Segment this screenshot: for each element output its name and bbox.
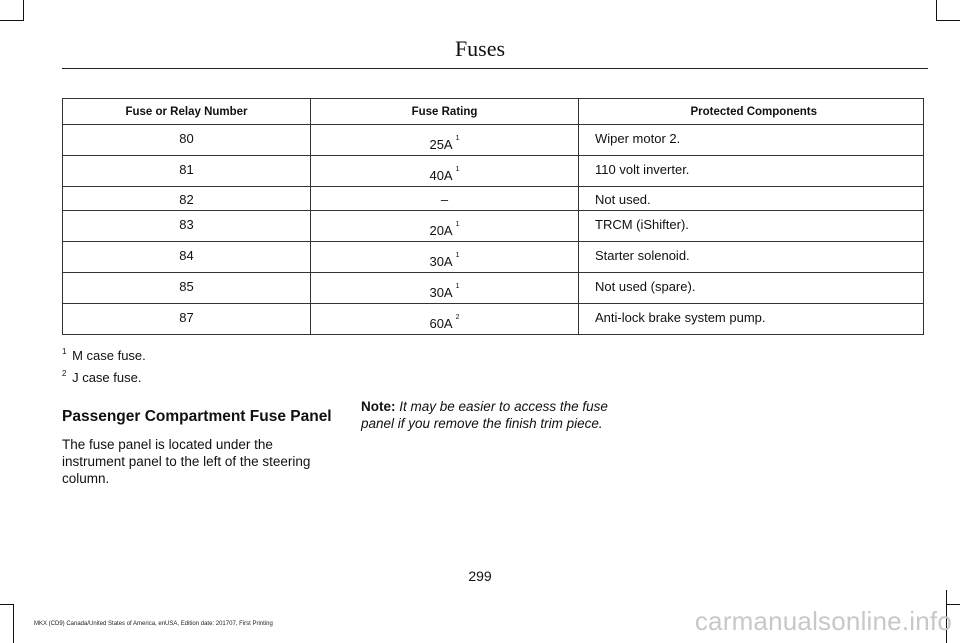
fuse-rating: 60A xyxy=(429,316,453,331)
table-row xyxy=(63,304,924,335)
footnote-text: J case fuse. xyxy=(72,370,142,385)
protected-component: Wiper motor 2. xyxy=(579,125,924,156)
footnote-mark: 1 xyxy=(455,166,460,173)
fuse-rating: – xyxy=(440,192,449,207)
fuse-number: 80 xyxy=(63,125,311,156)
fuse-table xyxy=(62,98,924,335)
table-row xyxy=(63,273,924,304)
section-paragraph: The fuse panel is located under the instrument panel to the left of the steering column. xyxy=(62,437,311,486)
page-footer: MKX (CD9) Canada/United States of America, enUSA, Edition date: 201707, First Printing xyxy=(34,621,273,627)
title-divider xyxy=(62,68,928,69)
fuse-number: 82 xyxy=(63,187,311,211)
fuse-rating-cell xyxy=(311,242,579,273)
protected-component: Anti-lock brake system pump. xyxy=(579,304,924,335)
fuse-rating: 25A xyxy=(429,137,453,152)
fuse-rating-cell xyxy=(311,211,579,242)
table-row xyxy=(63,242,924,273)
note-text: It may be easier to access the fuse panel if you remove the finish trim piece. xyxy=(361,399,608,431)
footnote-mark: 1 xyxy=(455,221,460,228)
table-row xyxy=(63,156,924,187)
footnote xyxy=(62,348,146,363)
fuse-number: 85 xyxy=(63,273,311,304)
footnote-mark: 1 xyxy=(455,283,460,290)
crop-mark xyxy=(0,20,24,21)
fuse-number: 87 xyxy=(63,304,311,335)
header-protected-components: Protected Components xyxy=(579,99,924,125)
fuse-rating-cell xyxy=(311,304,579,335)
watermark: carmanualsonline.info xyxy=(694,606,952,636)
section-heading: Passenger Compartment Fuse Panel xyxy=(62,408,332,425)
header-fuse-rating: Fuse Rating xyxy=(311,99,579,125)
header-fuse-number: Fuse or Relay Number xyxy=(63,99,311,125)
footnote-text: M case fuse. xyxy=(72,348,146,363)
crop-mark xyxy=(23,0,24,20)
fuse-rating: 30A xyxy=(429,254,453,269)
note-block xyxy=(361,398,641,432)
crop-mark xyxy=(13,604,14,643)
table-header-row xyxy=(63,99,924,125)
protected-component: Not used (spare). xyxy=(579,273,924,304)
footnote-mark: 2 xyxy=(62,369,67,378)
fuse-rating: 30A xyxy=(429,285,453,300)
protected-component: Not used. xyxy=(579,187,924,211)
footnote-mark: 1 xyxy=(455,252,460,259)
footnote-mark: 1 xyxy=(62,347,67,356)
crop-mark xyxy=(946,604,960,605)
protected-component: 110 volt inverter. xyxy=(579,156,924,187)
footnote-mark: 1 xyxy=(455,135,460,142)
table-row xyxy=(63,125,924,156)
page-title: Fuses xyxy=(454,36,506,61)
footnote xyxy=(62,370,141,385)
table-row xyxy=(63,211,924,242)
fuse-rating-cell xyxy=(311,273,579,304)
fuse-rating-cell xyxy=(311,156,579,187)
table-row xyxy=(63,187,924,211)
note-label: Note: xyxy=(361,399,396,414)
fuse-number: 83 xyxy=(63,211,311,242)
page-number: 299 xyxy=(468,568,492,584)
protected-component: Starter solenoid. xyxy=(579,242,924,273)
crop-mark xyxy=(936,20,960,21)
fuse-rating-cell xyxy=(311,125,579,156)
crop-mark xyxy=(0,604,14,605)
crop-mark xyxy=(936,0,937,20)
protected-component: TRCM (iShifter). xyxy=(579,211,924,242)
fuse-number: 81 xyxy=(63,156,311,187)
fuse-rating-cell xyxy=(311,187,579,211)
fuse-number: 84 xyxy=(63,242,311,273)
fuse-rating: 20A xyxy=(429,223,453,238)
footnote-mark: 2 xyxy=(455,314,460,321)
fuse-rating: 40A xyxy=(429,168,453,183)
